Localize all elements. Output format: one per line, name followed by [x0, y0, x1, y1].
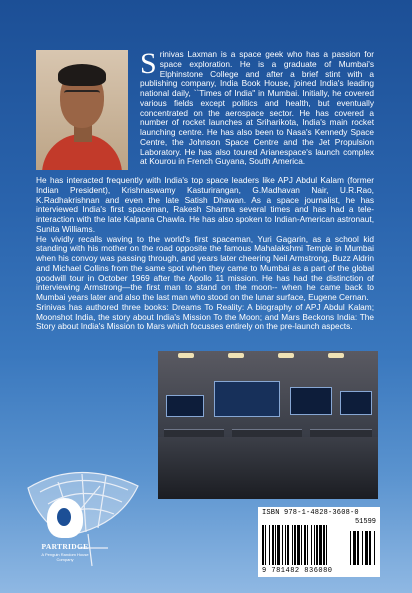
- isbn-barcode: [258, 507, 380, 577]
- barcode-stripe: [316, 525, 318, 565]
- barcode-stripe: [369, 531, 371, 565]
- barcode-stripe: [323, 525, 325, 565]
- barcode-stripe: [353, 531, 356, 565]
- bio-paragraph-3: He vividly recalls waving to the world's first spaceman, Yuri Gagarin, as a school kid standing with his mother on the road opposite the famous Mahalakshmi Temple in Mumbai when his convoy was passing through, and years later cheering Neil Armstrong, Buzz Aldrin and Michael Collins from the same spot when they came to Mumbai as a part of the global goodwill tour in October 1969 after the Apollo 11 mission. He has had the distinction of interviewing Armstrong—the first man to stand on the moon-- when he came back to Mumbai years later and also the last man who stood on the lunar surface, Eugene Cernan.: [36, 233, 374, 302]
- barcode-stripe: [326, 525, 327, 565]
- barcode-stripe: [265, 525, 266, 565]
- barcode-stripe: [272, 525, 274, 565]
- publisher-logo: [38, 498, 92, 578]
- barcode-bars: [262, 517, 376, 565]
- isbn-number: ISBN 978-1-4828-3608-0: [262, 509, 359, 517]
- barcode-stripe: [365, 531, 368, 565]
- author-photo: [36, 50, 128, 170]
- drop-cap: S: [140, 47, 157, 80]
- mission-control-photo: [158, 351, 378, 499]
- barcode-stripe: [269, 525, 270, 565]
- bio-paragraph-1: [140, 47, 374, 167]
- barcode-stripe: [374, 531, 375, 565]
- barcode-stripe: [285, 525, 286, 565]
- barcode-stripe: [350, 531, 351, 565]
- barcode-stripe: [307, 525, 308, 565]
- price-code: 51599: [354, 518, 376, 526]
- barcode-stripe: [292, 525, 293, 565]
- barcode-stripe: [314, 525, 315, 565]
- partridge-bird-icon: [47, 498, 83, 538]
- barcode-stripe: [262, 525, 264, 565]
- barcode-stripe: [297, 525, 300, 565]
- publisher-name: PARTRIDGE: [41, 542, 89, 551]
- barcode-digits: 9 781482 836080: [262, 567, 333, 575]
- barcode-stripe: [275, 525, 276, 565]
- barcode-stripe: [319, 525, 322, 565]
- publisher-tagline: A Penguin Random House Company: [41, 552, 89, 562]
- barcode-stripe: [357, 531, 359, 565]
- bio-paragraph-4: Srinivas has authored three books: Dreams To Reality: A biography of APJ Abdul Kalam; Moonshot India, the story about India's Mission To the Moon; and Mars Beckons India: The Story about India's Mission to Mars which focusses entirely on the pre-launch aspects.: [36, 301, 374, 332]
- barcode-stripe: [287, 525, 289, 565]
- barcode-stripe: [301, 525, 302, 565]
- barcode-stripe: [362, 531, 363, 565]
- barcode-stripe: [311, 525, 312, 565]
- barcode-stripe: [277, 525, 280, 565]
- bio-paragraph-2: He has interacted frequently with India's top space leaders like APJ Abdul Kalam (former Indian President), Krishnaswamy Kasturirangan, G.Madhavan Nair, U.R.Rao, K.Radhakrishnan and even the late Satish Dhawan. As a space journalist, he has interviewed India's first spaceman, Rakesh Sharma several times and has had a tele-interaction with the late Kalpana Chawla. He has also spoken to Indian-American astronaut, Sunita Williams.: [36, 175, 374, 234]
- bio-body: [36, 176, 374, 332]
- barcode-stripe: [282, 525, 283, 565]
- barcode-stripe: [294, 525, 296, 565]
- barcode-stripe: [304, 525, 306, 565]
- bio-text-1: rinivas Laxman is a space geek who has a passion for space exploration. He is a graduate of Mumbai's Elphinstone College and after a brief stint with a publishing company, India Book House, joined India's leading national daily, ``Times of India" in Mumbai. Initially, he covered various fields except politics and health, but eventually concentrated on the aerospace sector. He has covered a number of rocket launches at Sriharikota, India's main rocket launching centre. He has also been to Nasa's Kennedy Space Centre, the Johnson Space Centre and the Jet Propulsion Laboratory. He has also toured Arianespace's launch complex at Kourou in French Guyana, South America.: [140, 49, 374, 167]
